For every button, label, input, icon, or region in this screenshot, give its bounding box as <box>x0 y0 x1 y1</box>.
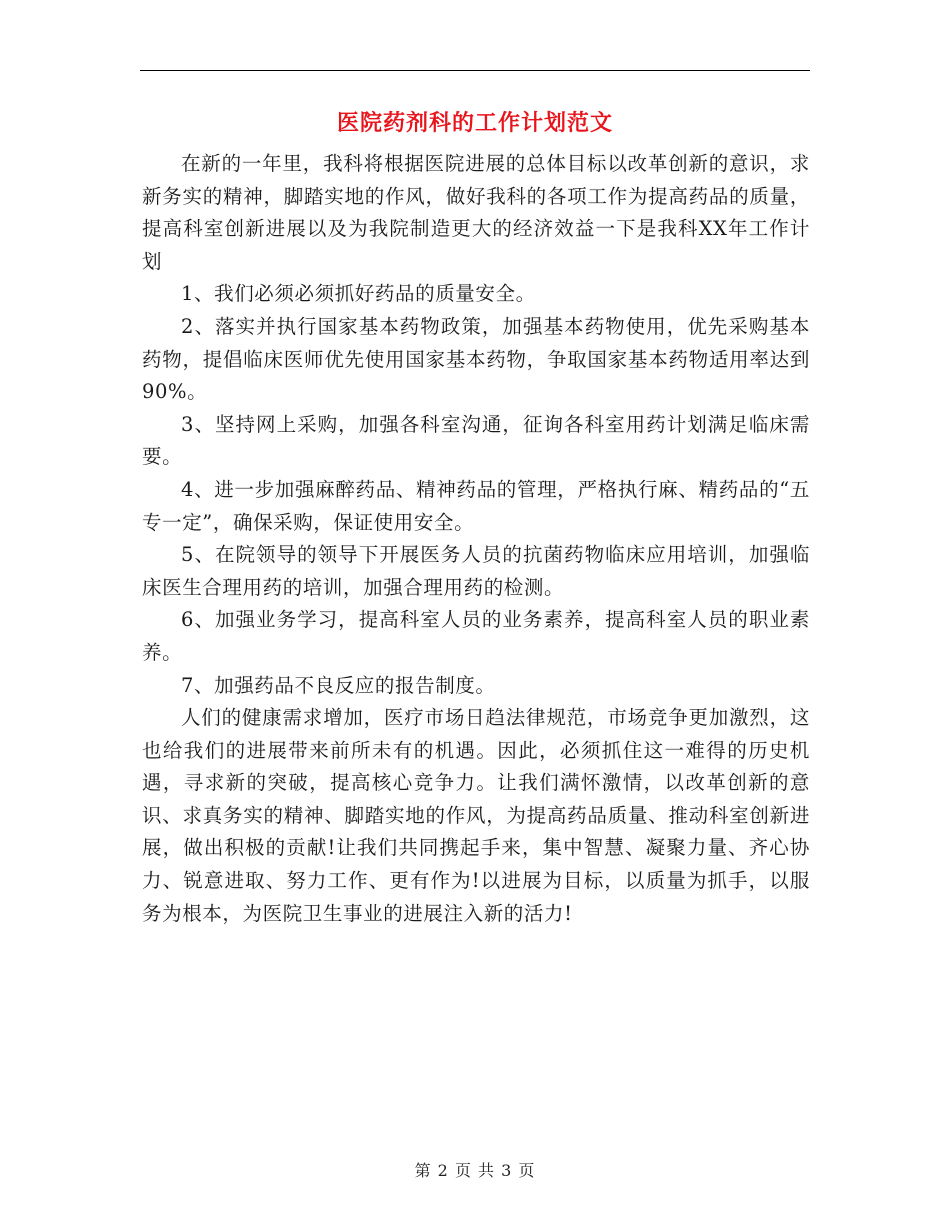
plan-item-5: 5、在院领导的领导下开展医务人员的抗菌药物临床应用培训，加强临床医生合理用药的培训，加强合理用药的检测。 <box>142 543 810 599</box>
plan-item-2: 2、落实并执行国家基本药物政策，加强基本药物使用，优先采购基本药物，提倡临床医师优先使用国家基本药物，争取国家基本药物适用率达到90%。 <box>142 314 810 404</box>
plan-item-7: 7、加强药品不良反应的报告制度。 <box>181 673 496 697</box>
plan-item-1: 1、我们必须必须抓好药品的质量安全。 <box>181 282 536 306</box>
document-title: 医院药剂科的工作计划范文 <box>336 110 613 136</box>
intro-paragraph: 在新的一年里，我科将根据医院进展的总体目标以改革创新的意识，求新务实的精神，脚踏实地的作风，做好我科的各项工作为提高药品的质量，提高科室创新进展以及为我院制造更大的经济效益一下是我科XX年工作计划 <box>142 152 810 273</box>
plan-item-6: 6、加强业务学习，提高科室人员的业务素养，提高科室人员的职业素养。 <box>142 608 810 664</box>
header-rule <box>140 70 810 71</box>
document-body <box>142 148 810 930</box>
plan-item-4: 4、进一步加强麻醉药品、精神药品的管理，严格执行麻、精药品的“五专一定”，确保采购，保证使用安全。 <box>142 477 810 534</box>
closing-paragraph: 人们的健康需求增加，医疗市场日趋法律规范，市场竞争更加激烈，这也给我们的进展带来前所未有的机遇。因此，必须抓住这一难得的历史机遇，寻求新的突破，提高核心竞争力。让我们满怀激情，以改革创新的意识、求真务实的精神、脚踏实地的作风，为提高药品质量、推动科室创新进展，做出积极的贡献!让我们共同携起手来，集中智慧、凝聚力量、齐心协力、锐意进取、努力工作、更有作为!以进展为目标，以质量为抓手，以服务为根本，为医院卫生事业的进展注入新的活力! <box>142 706 810 925</box>
page-number-footer: 第 2 页 共 3 页 <box>414 1161 536 1180</box>
plan-item-3: 3、坚持网上采购，加强各科室沟通，征询各科室用药计划满足临床需要。 <box>142 412 810 469</box>
